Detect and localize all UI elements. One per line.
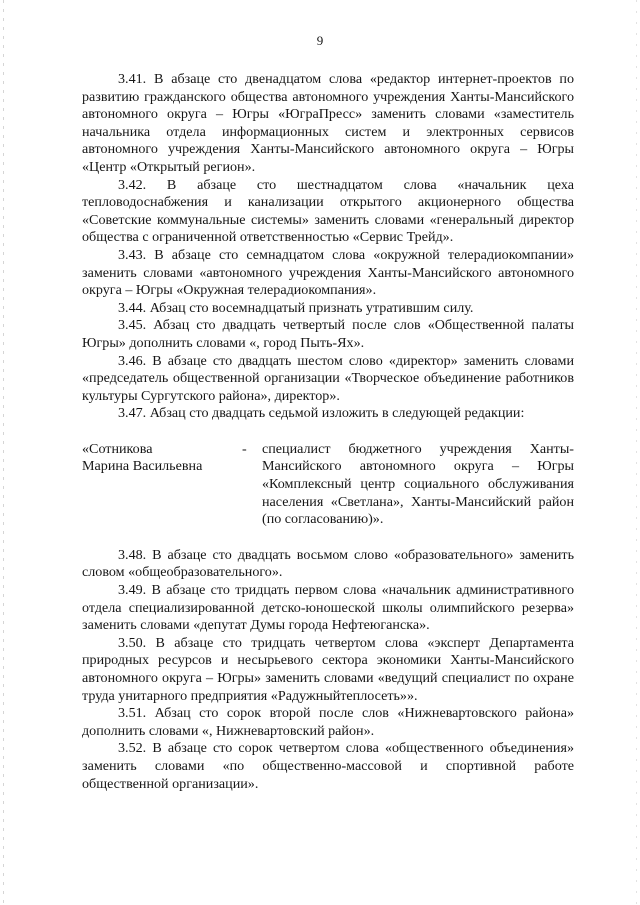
scan-edge-right: [636, 0, 637, 905]
paragraph-3-49: 3.49. В абзаце сто тридцать первом слова «начальник административного отдела специализированной детско-юношеской школы олимпийского резерва» заменить словами «депутат Думы города Нефтеюганска».: [82, 582, 574, 634]
paragraph-3-50: 3.50. В абзаце сто тридцать четвертом слова «эксперт Департамента природных ресурсов и несырьевого сектора экономики Ханты-Мансийского автономного округа – Югры» заменить словами «ведущий специалист по охране труда унитарного предприятия «Радужныйтеплосеть»».: [82, 634, 574, 704]
paragraph-3-52: 3.52. В абзаце сто сорок четвертом слова «общественного объединения» заменить словами «по общественно-массовой и спортивной работе общественной организации».: [82, 740, 574, 792]
paragraph-3-45: 3.45. Абзац сто двадцать четвертый после слов «Общественной палаты Югры» дополнить словами «, город Пыть-Ях».: [82, 317, 574, 351]
member-surname: «Сотникова: [82, 440, 153, 457]
committee-member-entry: [82, 441, 574, 529]
paragraph-3-46: 3.46. В абзаце сто двадцать шестом слово «директор» заменить словами «председатель общественной организации «Творческое объединение работников культуры Сургутского района», директор».: [82, 352, 574, 404]
member-given-names: Марина Васильевна: [82, 458, 203, 475]
entry-dash: -: [242, 440, 247, 457]
document-body: [82, 71, 574, 793]
member-name: [82, 441, 242, 529]
member-position: специалист бюджетного учреждения Ханты-Мансийского автономного округа – Югры «Комплексный центр социального обслуживания населения «Светлана», Ханты-Мансийский район (по согласованию)».: [262, 440, 574, 528]
paragraph-3-47: 3.47. Абзац сто двадцать седьмой изложить в следующей редакции:: [118, 405, 525, 422]
paragraph-3-44: 3.44. Абзац сто восемнадцатый признать утратившим силу.: [118, 299, 474, 316]
paragraph-3-41: 3.41. В абзаце сто двенадцатом слова «редактор интернет-проектов по развитию гражданского общества автономного учреждения Ханты-Мансийского автономного округа – Югры «ЮграПресс» заменить словами «заместитель начальника отдела информационных систем и электронных сервисов автономного учреждения Ханты-Мансийского автономного округа – Югры «Центр «Открытый регион».: [82, 71, 574, 175]
paragraph-3-51: 3.51. Абзац сто сорок второй после слов «Нижневартовского района» дополнить словами «, Нижневартовский район».: [82, 705, 574, 739]
page-number: 9: [316, 33, 324, 48]
scan-edge-left: [3, 0, 4, 905]
paragraph-3-48: 3.48. В абзаце сто двадцать восьмом слово «образовательного» заменить словом «общеобразовательного».: [82, 546, 574, 581]
paragraph-3-43: 3.43. В абзаце сто семнадцатом слова «окружной телерадиокомпании» заменить словами «автономного учреждения Ханты-Мансийского автономного округа – Югры «Окружная телерадиокомпания».: [82, 246, 574, 299]
paragraph-3-42: 3.42. В абзаце сто шестнадцатом слова «начальник цеха тепловодоснабжения и канализации открытого акционерного общества «Советские коммунальные системы» заменить словами «генеральный директор общества с ограниченной ответственностью «Сервис Трейд».: [82, 176, 574, 246]
